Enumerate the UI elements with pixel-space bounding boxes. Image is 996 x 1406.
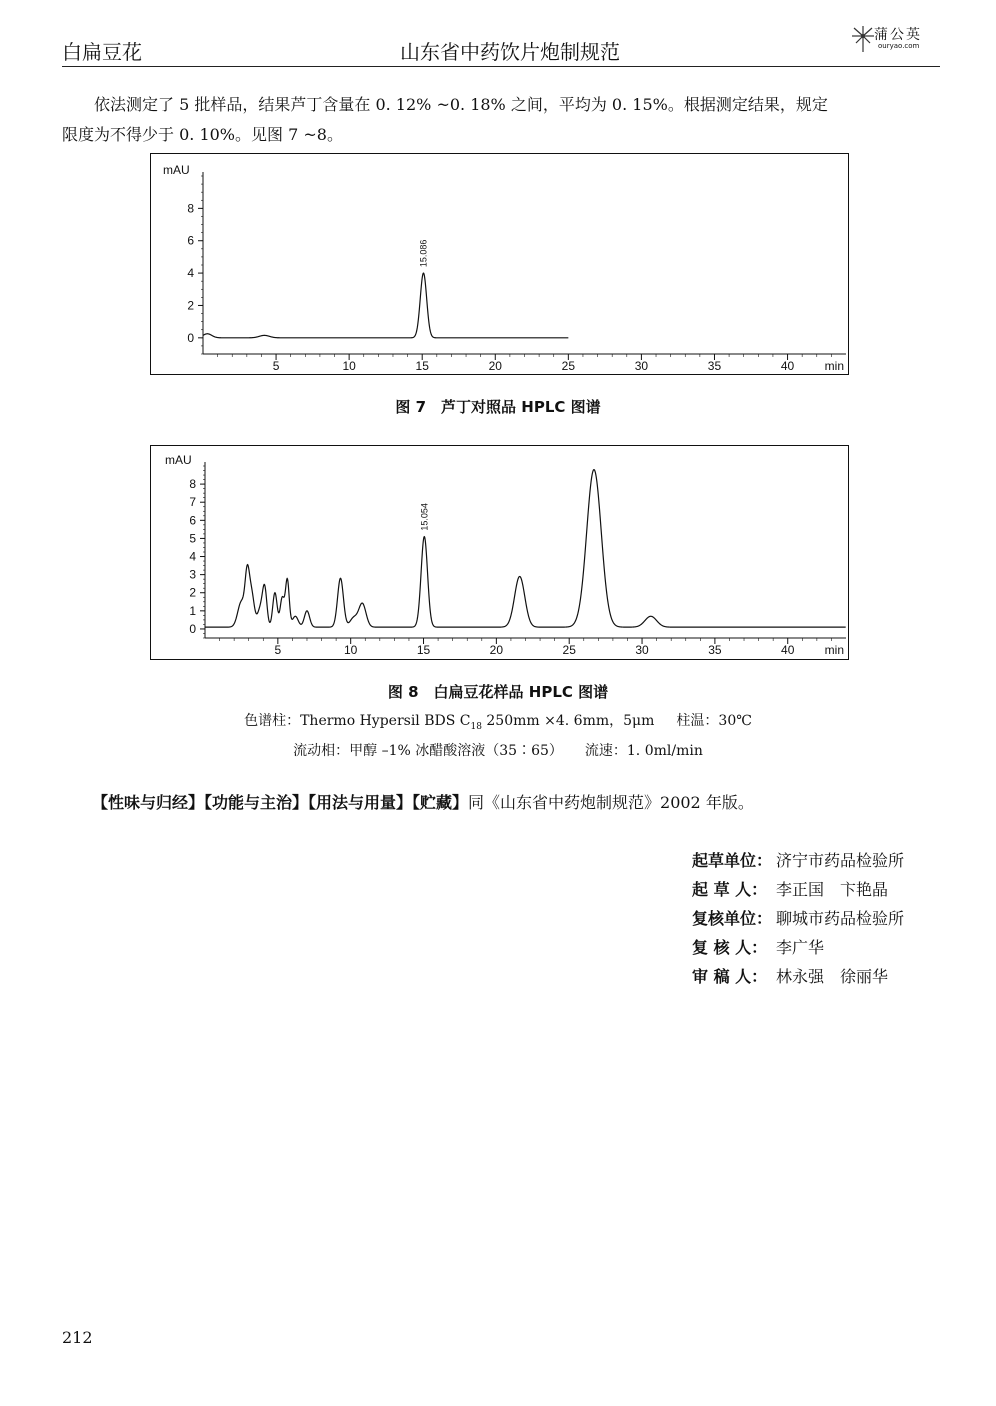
column-info: 色谱柱：Thermo Hypersil BDS C [244, 713, 471, 729]
x-tick-label: 40 [780, 359, 795, 373]
peak-label: 15.086 [418, 239, 429, 268]
y-tick-label: 0 [187, 330, 194, 345]
column-subscript: 18 [470, 721, 482, 732]
credit-row [692, 904, 904, 933]
page-number: 212 [62, 1328, 93, 1347]
x-tick-label: 15 [415, 359, 429, 373]
y-tick-label: 6 [189, 513, 196, 528]
y-axis-label: mAU [165, 453, 192, 467]
flow-rate: 流速：1. 0ml/min [584, 743, 703, 759]
y-tick-label: 4 [189, 549, 196, 564]
x-tick-label: 30 [635, 643, 649, 657]
y-tick-label: 2 [189, 585, 196, 600]
credit-value: 济宁市药品检验所 [776, 851, 905, 870]
figure-7-caption: 图 7 芦丁对照品 HPLC 图谱 [395, 398, 601, 416]
credit-key: 复核单位： [692, 909, 773, 928]
y-tick-label: 5 [189, 531, 196, 546]
y-tick-label: 4 [187, 266, 194, 281]
x-tick-label: 25 [562, 643, 576, 657]
x-tick-label: 40 [781, 643, 795, 657]
x-tick-label: 20 [488, 359, 502, 373]
x-axis-label: min [824, 643, 844, 657]
chromatography-conditions-line-1 [0, 710, 996, 732]
x-tick-label: 20 [489, 643, 504, 657]
properties-line [92, 790, 754, 813]
figure-8-caption: 图 8 白扁豆花样品 HPLC 图谱 [387, 683, 609, 701]
x-tick-label: 35 [707, 359, 722, 373]
x-tick-label: 5 [274, 643, 282, 657]
y-tick-label: 3 [189, 567, 196, 582]
credit-value: 李广华 [776, 938, 825, 957]
hplc-chart-sample [150, 445, 849, 660]
x-tick-label: 15 [416, 643, 431, 657]
peak-label: 15.054 [419, 503, 430, 531]
paragraph-line-2: 限度为不得少于 0. 10%。见图 7 ~8。 [62, 125, 343, 144]
credit-key: 复 核 人： [692, 938, 768, 957]
y-tick-label: 1 [189, 603, 196, 618]
y-tick-label: 8 [189, 477, 196, 492]
credit-key: 审 稿 人： [692, 967, 768, 986]
chromatography-conditions-line-2 [0, 740, 996, 760]
credit-row [692, 846, 904, 875]
logo-url: ouryao.com [878, 42, 920, 50]
y-tick-label: 0 [189, 621, 196, 636]
y-tick-label: 7 [189, 495, 196, 510]
column-dimensions: 250mm ×4. 6mm，5μm [481, 713, 655, 729]
hplc-chart-reference [150, 153, 849, 375]
publisher-logo [850, 22, 940, 62]
header-book-title: 山东省中药饮片炮制规范 [400, 40, 620, 64]
header-rule [62, 66, 940, 67]
chromatogram-trace [203, 273, 568, 338]
credit-value: 李正国 卞艳晶 [776, 880, 889, 899]
paragraph-line-1: 依法测定了 5 批样品，结果芦丁含量在 0. 12% ~0. 18% 之间，平均为 0. 15%。根据测定结果，规定 [94, 95, 828, 114]
credit-row [692, 962, 904, 991]
credit-row [692, 933, 904, 962]
y-tick-label: 8 [187, 201, 194, 216]
x-tick-label: 10 [344, 643, 358, 657]
page-header [62, 28, 940, 68]
properties-headings: 【性味与归经】【功能与主治】【用法与用量】【贮藏】 [92, 793, 469, 812]
y-tick-label: 2 [187, 298, 194, 313]
mobile-phase: 流动相：甲醇 –1% 冰醋酸溶液（35∶65） [293, 743, 563, 759]
logo-text: 蒲公英 [874, 27, 922, 43]
credit-row [692, 875, 904, 904]
x-tick-label: 25 [561, 359, 576, 373]
credit-key: 起 草 人： [692, 880, 768, 899]
hplc-chart-sample-plot [151, 446, 848, 659]
y-axis-label: mAU [163, 163, 190, 177]
body-paragraph [62, 90, 940, 150]
y-tick-label: 6 [187, 233, 194, 248]
header-section-title: 白扁豆花 [62, 40, 142, 64]
x-tick-label: 30 [634, 359, 649, 373]
x-axis-label: min [824, 359, 844, 373]
x-tick-label: 35 [708, 643, 722, 657]
chromatogram-trace [205, 470, 846, 628]
credits-block [692, 846, 904, 991]
x-tick-label: 10 [342, 359, 356, 373]
dandelion-icon [850, 24, 876, 54]
properties-text: 同《山东省中药炮制规范》2002 年版。 [468, 793, 754, 812]
credit-key: 起草单位： [692, 851, 773, 870]
credit-value: 聊城市药品检验所 [776, 909, 905, 928]
x-tick-label: 5 [272, 359, 280, 373]
credit-value: 林永强 徐丽华 [776, 967, 889, 986]
column-temperature: 柱温：30℃ [676, 713, 752, 729]
hplc-chart-reference-plot [151, 154, 848, 374]
